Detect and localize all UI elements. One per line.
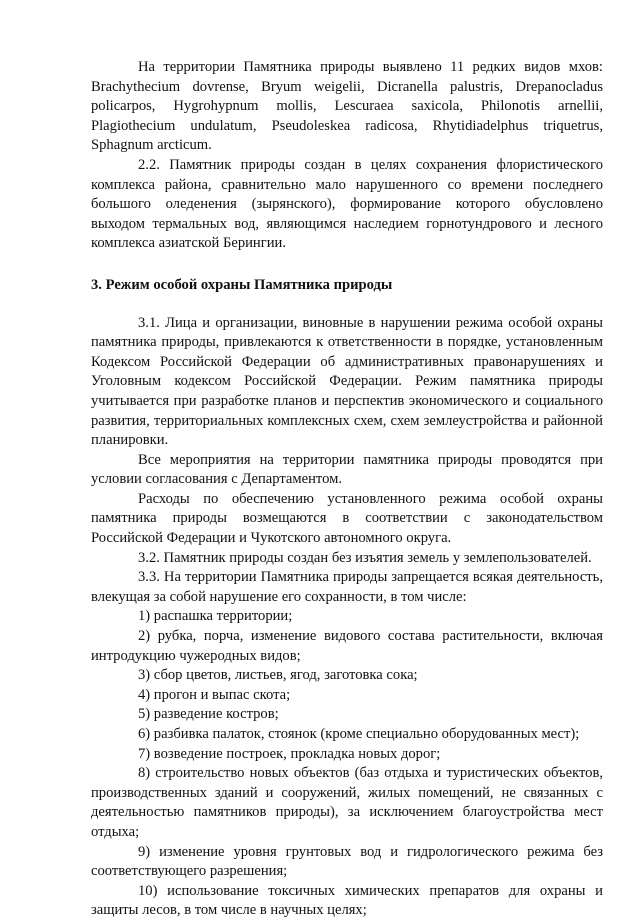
paragraph-all-events: Все мероприятия на территории памятника природы проводятся при условии согласования с Департаментом. bbox=[91, 451, 603, 488]
paragraph-rare-mosses: На территории Памятника природы выявлено 11 редких видов мхов: Brachythecium dovrense, Bryum weigelii, Dicranella palustris, Drepanocladus policarpos, Hygrohypnum mollis, Lescuraea saxicola, Philonotis arnellii, Plagiothecium undulatum, Pseudoleskea radicosa, Rhytidiadelphus triquetrus, Sphagnum arcticum. bbox=[91, 59, 603, 154]
list-item: 7) возведение построек, прокладка новых дорог; bbox=[138, 745, 441, 762]
list-item: 3) сбор цветов, листьев, ягод, заготовка сока; bbox=[138, 667, 418, 684]
list-item: 5) разведение костров; bbox=[138, 706, 279, 723]
list-item: 10) использование токсичных химических препаратов для охраны и защиты лесов, в том числе в научных целях; bbox=[91, 882, 603, 919]
paragraph-3-3: 3.3. На территории Памятника природы запрещается всякая деятельность, влекущая за собой нарушение его сохранности, в том числе: bbox=[91, 569, 603, 605]
paragraph-3-2: 3.2. Памятник природы создан без изъятия земель у землепользователей. bbox=[138, 549, 592, 566]
list-item: 9) изменение уровня грунтовых вод и гидрологического режима без соответствующего разрешения; bbox=[91, 843, 603, 880]
section-heading: 3. Режим особой охраны Памятника природы bbox=[91, 276, 393, 293]
list-item: 1) распашка территории; bbox=[138, 608, 293, 625]
paragraph-3-1: 3.1. Лица и организации, виновные в нарушении режима особой охраны памятника природы, привлекаются к ответственности в порядке, установленным Кодексом Российской Федерации об административных правонарушениях и Уголовным кодексом Российской Федерации. Режим памятника природы учитывается при разработке планов и перспектив экономического и социального развития, территориальных комплексных схем, схем землеустройства и районной планировки. bbox=[91, 314, 603, 449]
list-item: 6) разбивка палаток, стоянок (кроме специально оборудованных мест); bbox=[138, 726, 580, 742]
list-item: 4) прогон и выпас скота; bbox=[138, 686, 291, 703]
paragraph-2-2: 2.2. Памятник природы создан в целях сохранения флористического комплекса района, сравнительно мало нарушенного со времени последнего большого оледенения (зырянского), формирование которого обусловлено выходом термальных вод, являющимся наследием горнотундрового и лесного комплекса азиатской Берингии. bbox=[91, 156, 603, 252]
list-item: 2) рубка, порча, изменение видового состава растительности, включая интродукцию чужеродных видов; bbox=[91, 628, 603, 664]
list-item: 8) строительство новых объектов (баз отдыха и туристических объектов, производственных зданий и сооружений, жилых помещений, не связанных с деятельностью памятников природы), за исключением благоустройства мест отдыха; bbox=[91, 765, 603, 840]
paragraph-expenses: Расходы по обеспечению установленного режима особой охраны памятника природы возмещаются в соответствии с законодательством Российской Федерации и Чукотского автономного округа. bbox=[91, 490, 603, 547]
